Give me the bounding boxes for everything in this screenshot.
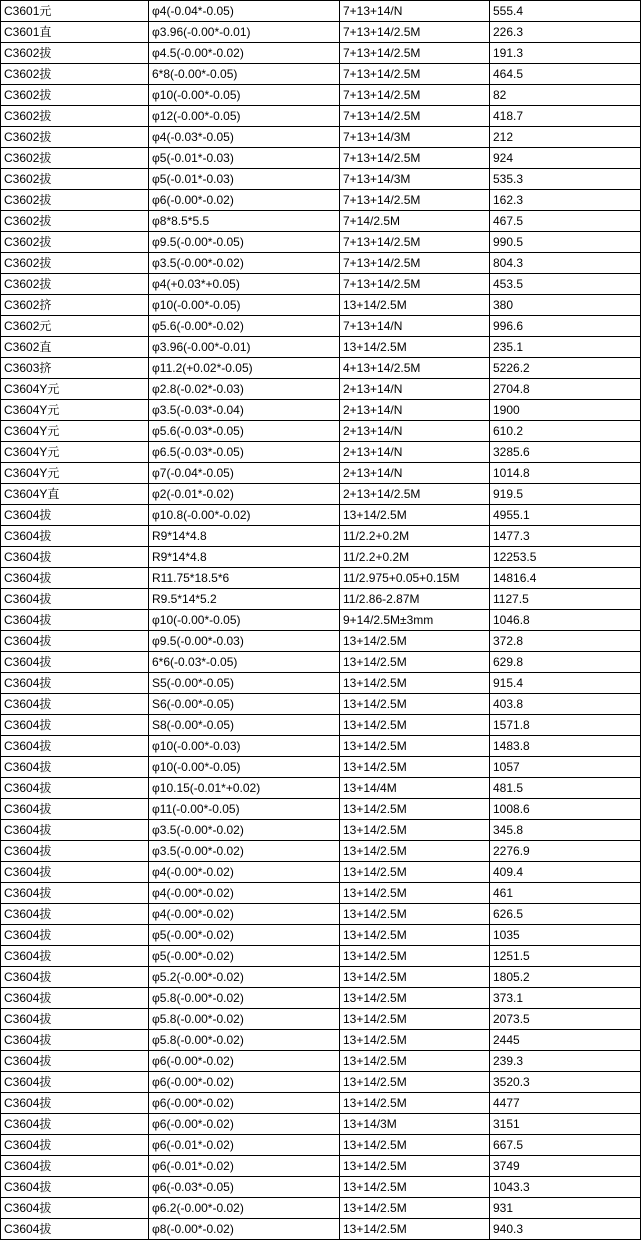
grade-cell[interactable]: C3604拔 <box>1 1051 149 1072</box>
table-row <box>1 841 641 862</box>
table-row <box>1 568 641 589</box>
grade-cell[interactable]: C3604拔 <box>1 778 149 799</box>
weight-cell[interactable]: 919.5 <box>490 484 641 505</box>
spec-cell[interactable]: φ10(-0.00*-0.05) <box>149 295 340 316</box>
weight-cell[interactable]: 1057 <box>490 757 641 778</box>
spec-cell[interactable]: φ3.5(-0.00*-0.02) <box>149 841 340 862</box>
grade-cell[interactable]: C3604拔 <box>1 568 149 589</box>
grade-cell[interactable]: C3602拔 <box>1 148 149 169</box>
table-row <box>1 232 641 253</box>
spec-cell[interactable]: φ10(-0.00*-0.05) <box>149 757 340 778</box>
weight-cell[interactable]: 1571.8 <box>490 715 641 736</box>
spec-cell[interactable]: φ6(-0.00*-0.02) <box>149 1072 340 1093</box>
process-cell[interactable]: 11/2.975+0.05+0.15M <box>340 568 490 589</box>
spec-cell[interactable]: φ10(-0.00*-0.05) <box>149 610 340 631</box>
table-row <box>1 988 641 1009</box>
process-cell[interactable]: 7+13+14/2.5M <box>340 190 490 211</box>
grade-cell[interactable]: C3602拔 <box>1 211 149 232</box>
spec-cell[interactable]: φ5(-0.01*-0.03) <box>149 169 340 190</box>
weight-cell[interactable]: 345.8 <box>490 820 641 841</box>
spec-cell[interactable]: φ5.6(-0.00*-0.02) <box>149 316 340 337</box>
weight-cell[interactable]: 3749 <box>490 1156 641 1177</box>
process-cell[interactable]: 13+14/2.5M <box>340 757 490 778</box>
weight-cell[interactable]: 1035 <box>490 925 641 946</box>
table-row <box>1 22 641 43</box>
weight-cell[interactable]: 667.5 <box>490 1135 641 1156</box>
spec-cell[interactable]: 6*6(-0.03*-0.05) <box>149 652 340 673</box>
process-cell[interactable]: 2+13+14/N <box>340 379 490 400</box>
spec-cell[interactable]: R9*14*4.8 <box>149 526 340 547</box>
process-cell[interactable]: 13+14/2.5M <box>340 1135 490 1156</box>
grade-cell[interactable]: C3604拔 <box>1 694 149 715</box>
process-cell[interactable]: 13+14/2.5M <box>340 673 490 694</box>
spec-cell[interactable]: 6*8(-0.00*-0.05) <box>149 64 340 85</box>
table-row <box>1 85 641 106</box>
process-cell[interactable]: 13+14/2.5M <box>340 883 490 904</box>
spec-cell[interactable]: φ6(-0.00*-0.02) <box>149 1093 340 1114</box>
table-row <box>1 253 641 274</box>
weight-cell[interactable]: 481.5 <box>490 778 641 799</box>
process-cell[interactable]: 13+14/2.5M <box>340 631 490 652</box>
spec-cell[interactable]: φ4(-0.00*-0.02) <box>149 883 340 904</box>
weight-cell[interactable]: 996.6 <box>490 316 641 337</box>
spec-cell[interactable]: φ11(-0.00*-0.05) <box>149 799 340 820</box>
table-row <box>1 736 641 757</box>
grade-cell[interactable]: C3604拔 <box>1 1114 149 1135</box>
table-row <box>1 652 641 673</box>
spec-cell[interactable]: φ6(-0.00*-0.02) <box>149 1114 340 1135</box>
weight-cell[interactable]: 372.8 <box>490 631 641 652</box>
table-row <box>1 1051 641 1072</box>
process-cell[interactable]: 7+13+14/2.5M <box>340 232 490 253</box>
process-cell[interactable]: 13+14/2.5M <box>340 1051 490 1072</box>
grade-cell[interactable]: C3604拔 <box>1 526 149 547</box>
grade-cell[interactable]: C3602拔 <box>1 232 149 253</box>
weight-cell[interactable]: 4955.1 <box>490 505 641 526</box>
process-cell[interactable]: 7+13+14/2.5M <box>340 274 490 295</box>
weight-cell[interactable]: 1014.8 <box>490 463 641 484</box>
table-row <box>1 610 641 631</box>
process-cell[interactable]: 13+14/2.5M <box>340 1198 490 1219</box>
process-cell[interactable]: 13+14/2.5M <box>340 946 490 967</box>
table-row <box>1 967 641 988</box>
grade-cell[interactable]: C3604Y元 <box>1 379 149 400</box>
weight-cell[interactable]: 239.3 <box>490 1051 641 1072</box>
weight-cell[interactable]: 804.3 <box>490 253 641 274</box>
table-row <box>1 925 641 946</box>
grade-cell[interactable]: C3602拔 <box>1 85 149 106</box>
grade-cell[interactable]: C3604拔 <box>1 820 149 841</box>
grade-cell[interactable]: C3604拔 <box>1 925 149 946</box>
weight-cell[interactable]: 555.4 <box>490 1 641 22</box>
spec-cell[interactable]: φ12(-0.00*-0.05) <box>149 106 340 127</box>
process-cell[interactable]: 13+14/2.5M <box>340 694 490 715</box>
process-cell[interactable]: 13+14/2.5M <box>340 736 490 757</box>
grade-cell[interactable]: C3604拔 <box>1 967 149 988</box>
table-row <box>1 148 641 169</box>
grade-cell[interactable]: C3604拔 <box>1 673 149 694</box>
weight-cell[interactable]: 2276.9 <box>490 841 641 862</box>
table-row <box>1 64 641 85</box>
process-cell[interactable]: 11/2.86-2.87M <box>340 589 490 610</box>
process-cell[interactable]: 7+13+14/2.5M <box>340 253 490 274</box>
weight-cell[interactable]: 14816.4 <box>490 568 641 589</box>
table-row <box>1 169 641 190</box>
spec-cell[interactable]: φ6(-0.03*-0.05) <box>149 1177 340 1198</box>
spec-cell[interactable]: φ6(-0.01*-0.02) <box>149 1156 340 1177</box>
weight-cell[interactable]: 2073.5 <box>490 1009 641 1030</box>
spec-cell[interactable]: φ6(-0.00*-0.02) <box>149 1051 340 1072</box>
table-row <box>1 316 641 337</box>
grade-cell[interactable]: C3602拔 <box>1 64 149 85</box>
spec-cell[interactable]: φ5.2(-0.00*-0.02) <box>149 967 340 988</box>
weight-cell[interactable]: 1008.6 <box>490 799 641 820</box>
table-row <box>1 694 641 715</box>
grade-cell[interactable]: C3604拔 <box>1 1198 149 1219</box>
grade-cell[interactable]: C3604拔 <box>1 841 149 862</box>
spec-cell[interactable]: φ2.8(-0.02*-0.03) <box>149 379 340 400</box>
process-cell[interactable]: 13+14/2.5M <box>340 1009 490 1030</box>
spec-cell[interactable]: φ9.5(-0.00*-0.03) <box>149 631 340 652</box>
spec-cell[interactable]: φ4(-0.04*-0.05) <box>149 1 340 22</box>
process-cell[interactable]: 13+14/2.5M <box>340 967 490 988</box>
weight-cell[interactable]: 626.5 <box>490 904 641 925</box>
weight-cell[interactable]: 373.1 <box>490 988 641 1009</box>
weight-cell[interactable]: 5226.2 <box>490 358 641 379</box>
process-cell[interactable]: 7+13+14/2.5M <box>340 43 490 64</box>
spec-cell[interactable]: φ3.96(-0.00*-0.01) <box>149 337 340 358</box>
grade-cell[interactable]: C3602元 <box>1 316 149 337</box>
table-row <box>1 274 641 295</box>
weight-cell[interactable]: 212 <box>490 127 641 148</box>
table-row <box>1 1198 641 1219</box>
table-row <box>1 43 641 64</box>
table-row <box>1 547 641 568</box>
grade-cell[interactable]: C3604拔 <box>1 547 149 568</box>
spec-cell[interactable]: φ11.2(+0.02*-0.05) <box>149 358 340 379</box>
weight-cell[interactable]: 226.3 <box>490 22 641 43</box>
table-row <box>1 337 641 358</box>
grade-cell[interactable]: C3604拔 <box>1 1093 149 1114</box>
grade-cell[interactable]: C3604Y元 <box>1 400 149 421</box>
weight-cell[interactable]: 3285.6 <box>490 442 641 463</box>
process-cell[interactable]: 7+13+14/2.5M <box>340 85 490 106</box>
weight-cell[interactable]: 235.1 <box>490 337 641 358</box>
table-row <box>1 106 641 127</box>
table-row <box>1 1219 641 1240</box>
table-row <box>1 778 641 799</box>
table-row <box>1 1030 641 1051</box>
table-row <box>1 484 641 505</box>
grade-cell[interactable]: C3604拔 <box>1 1177 149 1198</box>
grade-cell[interactable]: C3604拔 <box>1 904 149 925</box>
table-row <box>1 211 641 232</box>
grade-cell[interactable]: C3602挤 <box>1 295 149 316</box>
spec-cell[interactable]: φ3.5(-0.00*-0.02) <box>149 820 340 841</box>
process-cell[interactable]: 13+14/2.5M <box>340 1072 490 1093</box>
grade-cell[interactable]: C3601直 <box>1 22 149 43</box>
spec-cell[interactable]: φ6.2(-0.00*-0.02) <box>149 1198 340 1219</box>
grade-cell[interactable]: C3604拔 <box>1 988 149 1009</box>
grade-cell[interactable]: C3602拔 <box>1 274 149 295</box>
spec-cell[interactable]: φ3.5(-0.00*-0.02) <box>149 253 340 274</box>
process-cell[interactable]: 7+13+14/2.5M <box>340 106 490 127</box>
spec-cell[interactable]: φ8(-0.00*-0.02) <box>149 1219 340 1240</box>
process-cell[interactable]: 7+13+14/N <box>340 1 490 22</box>
table-row <box>1 946 641 967</box>
process-cell[interactable]: 7+13+14/2.5M <box>340 64 490 85</box>
grade-cell[interactable]: C3604Y直 <box>1 484 149 505</box>
spec-cell[interactable]: φ6(-0.00*-0.02) <box>149 190 340 211</box>
table-row <box>1 1072 641 1093</box>
spec-cell[interactable]: φ5(-0.00*-0.02) <box>149 946 340 967</box>
grade-cell[interactable]: C3602直 <box>1 337 149 358</box>
grade-cell[interactable]: C3604拔 <box>1 652 149 673</box>
grade-cell[interactable]: C3604拔 <box>1 589 149 610</box>
weight-cell[interactable]: 2445 <box>490 1030 641 1051</box>
spec-cell[interactable]: S6(-0.00*-0.05) <box>149 694 340 715</box>
process-cell[interactable]: 13+14/2.5M <box>340 505 490 526</box>
process-cell[interactable]: 7+13+14/3M <box>340 127 490 148</box>
grade-cell[interactable]: C3604拔 <box>1 1072 149 1093</box>
spec-cell[interactable]: φ10(-0.00*-0.03) <box>149 736 340 757</box>
process-cell[interactable]: 13+14/2.5M <box>340 799 490 820</box>
process-cell[interactable]: 13+14/2.5M <box>340 1093 490 1114</box>
weight-cell[interactable]: 461 <box>490 883 641 904</box>
spec-cell[interactable]: φ5.8(-0.00*-0.02) <box>149 988 340 1009</box>
process-cell[interactable]: 7+13+14/2.5M <box>340 148 490 169</box>
grade-cell[interactable]: C3604拔 <box>1 862 149 883</box>
grade-cell[interactable]: C3602拔 <box>1 169 149 190</box>
grade-cell[interactable]: C3604拔 <box>1 610 149 631</box>
weight-cell[interactable]: 535.3 <box>490 169 641 190</box>
table-row <box>1 379 641 400</box>
weight-cell[interactable]: 403.8 <box>490 694 641 715</box>
grade-cell[interactable]: C3602拔 <box>1 106 149 127</box>
table-row <box>1 358 641 379</box>
spec-cell[interactable]: φ10.15(-0.01*+0.02) <box>149 778 340 799</box>
weight-cell[interactable]: 1483.8 <box>490 736 641 757</box>
process-cell[interactable]: 13+14/2.5M <box>340 1156 490 1177</box>
grade-cell[interactable]: C3602拔 <box>1 43 149 64</box>
table-row <box>1 631 641 652</box>
process-cell[interactable]: 13+14/2.5M <box>340 820 490 841</box>
weight-cell[interactable]: 1477.3 <box>490 526 641 547</box>
spec-cell[interactable]: R9*14*4.8 <box>149 547 340 568</box>
weight-cell[interactable]: 1900 <box>490 400 641 421</box>
process-cell[interactable]: 13+14/2.5M <box>340 1177 490 1198</box>
process-cell[interactable]: 13+14/2.5M <box>340 337 490 358</box>
spec-cell[interactable]: φ5(-0.00*-0.02) <box>149 925 340 946</box>
grade-cell[interactable]: C3604Y元 <box>1 421 149 442</box>
spec-cell[interactable]: φ2(-0.01*-0.02) <box>149 484 340 505</box>
spec-cell[interactable]: φ4(-0.00*-0.02) <box>149 862 340 883</box>
process-cell[interactable]: 13+14/2.5M <box>340 904 490 925</box>
spec-cell[interactable]: φ4.5(-0.00*-0.02) <box>149 43 340 64</box>
grade-cell[interactable]: C3604拔 <box>1 505 149 526</box>
grade-cell[interactable]: C3604拔 <box>1 946 149 967</box>
table-row <box>1 1 641 22</box>
weight-cell[interactable]: 3520.3 <box>490 1072 641 1093</box>
table-row <box>1 295 641 316</box>
weight-cell[interactable]: 610.2 <box>490 421 641 442</box>
weight-cell[interactable]: 1127.5 <box>490 589 641 610</box>
spec-cell[interactable]: φ7(-0.04*-0.05) <box>149 463 340 484</box>
spec-cell[interactable]: φ4(-0.00*-0.02) <box>149 904 340 925</box>
spec-cell[interactable]: φ6(-0.01*-0.02) <box>149 1135 340 1156</box>
spec-cell[interactable]: R11.75*18.5*6 <box>149 568 340 589</box>
spec-cell[interactable]: φ5(-0.01*-0.03) <box>149 148 340 169</box>
grade-cell[interactable]: C3604拔 <box>1 631 149 652</box>
table-row <box>1 442 641 463</box>
table-row <box>1 1156 641 1177</box>
table-row <box>1 127 641 148</box>
weight-cell[interactable]: 4477 <box>490 1093 641 1114</box>
weight-cell[interactable]: 191.3 <box>490 43 641 64</box>
table-row <box>1 715 641 736</box>
process-cell[interactable]: 13+14/2.5M <box>340 841 490 862</box>
weight-cell[interactable]: 940.3 <box>490 1219 641 1240</box>
grade-cell[interactable]: C3604拔 <box>1 1009 149 1030</box>
table-row <box>1 589 641 610</box>
spec-cell[interactable]: S5(-0.00*-0.05) <box>149 673 340 694</box>
spec-cell[interactable]: φ9.5(-0.00*-0.05) <box>149 232 340 253</box>
process-cell[interactable]: 13+14/2.5M <box>340 652 490 673</box>
process-cell[interactable]: 13+14/2.5M <box>340 925 490 946</box>
grade-cell[interactable]: C3603挤 <box>1 358 149 379</box>
weight-cell[interactable]: 453.5 <box>490 274 641 295</box>
process-cell[interactable]: 7+13+14/2.5M <box>340 22 490 43</box>
process-cell[interactable]: 13+14/3M <box>340 1114 490 1135</box>
spec-cell[interactable]: φ4(-0.03*-0.05) <box>149 127 340 148</box>
spec-cell[interactable]: φ10.8(-0.00*-0.02) <box>149 505 340 526</box>
process-cell[interactable]: 11/2.2+0.2M <box>340 547 490 568</box>
weight-cell[interactable]: 931 <box>490 1198 641 1219</box>
process-cell[interactable]: 11/2.2+0.2M <box>340 526 490 547</box>
table-row <box>1 505 641 526</box>
process-cell[interactable]: 13+14/4M <box>340 778 490 799</box>
process-cell[interactable]: 7+14/2.5M <box>340 211 490 232</box>
process-cell[interactable]: 2+13+14/N <box>340 442 490 463</box>
process-cell[interactable]: 7+13+14/N <box>340 316 490 337</box>
process-cell[interactable]: 13+14/2.5M <box>340 715 490 736</box>
grade-cell[interactable]: C3604拔 <box>1 1156 149 1177</box>
weight-cell[interactable]: 162.3 <box>490 190 641 211</box>
grade-cell[interactable]: C3604拔 <box>1 1135 149 1156</box>
grade-cell[interactable]: C3604拔 <box>1 799 149 820</box>
table-row <box>1 400 641 421</box>
process-cell[interactable]: 2+13+14/N <box>340 421 490 442</box>
table-row <box>1 1114 641 1135</box>
spec-cell[interactable]: φ8*8.5*5.5 <box>149 211 340 232</box>
weight-cell[interactable]: 409.4 <box>490 862 641 883</box>
weight-cell[interactable]: 1043.3 <box>490 1177 641 1198</box>
weight-cell[interactable]: 418.7 <box>490 106 641 127</box>
spec-cell[interactable]: φ4(+0.03*+0.05) <box>149 274 340 295</box>
spec-cell[interactable]: φ5.8(-0.00*-0.02) <box>149 1009 340 1030</box>
grade-cell[interactable]: C3604拔 <box>1 1219 149 1240</box>
weight-cell[interactable]: 3151 <box>490 1114 641 1135</box>
weight-cell[interactable]: 990.5 <box>490 232 641 253</box>
spec-cell[interactable]: S8(-0.00*-0.05) <box>149 715 340 736</box>
table-row <box>1 421 641 442</box>
weight-cell[interactable]: 82 <box>490 85 641 106</box>
weight-cell[interactable]: 1046.8 <box>490 610 641 631</box>
weight-cell[interactable]: 2704.8 <box>490 379 641 400</box>
process-cell[interactable]: 2+13+14/2.5M <box>340 484 490 505</box>
weight-cell[interactable]: 467.5 <box>490 211 641 232</box>
spec-cell[interactable]: φ5.8(-0.00*-0.02) <box>149 1030 340 1051</box>
spec-cell[interactable]: φ3.96(-0.00*-0.01) <box>149 22 340 43</box>
spec-cell[interactable]: φ10(-0.00*-0.05) <box>149 85 340 106</box>
table-row <box>1 673 641 694</box>
table-row <box>1 1009 641 1030</box>
process-cell[interactable]: 13+14/2.5M <box>340 862 490 883</box>
process-cell[interactable]: 13+14/2.5M <box>340 295 490 316</box>
process-cell[interactable]: 4+13+14/2.5M <box>340 358 490 379</box>
table-row <box>1 904 641 925</box>
process-cell[interactable]: 9+14/2.5M±3mm <box>340 610 490 631</box>
weight-cell[interactable]: 1805.2 <box>490 967 641 988</box>
table-row <box>1 1135 641 1156</box>
process-cell[interactable]: 13+14/2.5M <box>340 988 490 1009</box>
table-row <box>1 1093 641 1114</box>
grade-cell[interactable]: C3602拔 <box>1 253 149 274</box>
grade-cell[interactable]: C3604Y元 <box>1 463 149 484</box>
weight-cell[interactable]: 629.8 <box>490 652 641 673</box>
process-cell[interactable]: 13+14/2.5M <box>340 1219 490 1240</box>
process-cell[interactable]: 2+13+14/N <box>340 400 490 421</box>
grade-cell[interactable]: C3602拔 <box>1 127 149 148</box>
weight-cell[interactable]: 464.5 <box>490 64 641 85</box>
weight-cell[interactable]: 1251.5 <box>490 946 641 967</box>
grade-cell[interactable]: C3604拔 <box>1 1030 149 1051</box>
table-row <box>1 1177 641 1198</box>
weight-cell[interactable]: 924 <box>490 148 641 169</box>
table-row <box>1 526 641 547</box>
weight-cell[interactable]: 12253.5 <box>490 547 641 568</box>
table-row <box>1 820 641 841</box>
spec-cell[interactable]: φ5.6(-0.03*-0.05) <box>149 421 340 442</box>
table-row <box>1 862 641 883</box>
grade-cell[interactable]: C3604拔 <box>1 757 149 778</box>
weight-cell[interactable]: 380 <box>490 295 641 316</box>
table-body <box>1 1 641 1240</box>
spec-cell[interactable]: φ6.5(-0.03*-0.05) <box>149 442 340 463</box>
grade-cell[interactable]: C3604拔 <box>1 736 149 757</box>
table-row <box>1 883 641 904</box>
grade-cell[interactable]: C3604拔 <box>1 883 149 904</box>
spec-cell[interactable]: R9.5*14*5.2 <box>149 589 340 610</box>
spec-cell[interactable]: φ3.5(-0.03*-0.04) <box>149 400 340 421</box>
grade-cell[interactable]: C3601元 <box>1 1 149 22</box>
process-cell[interactable]: 13+14/2.5M <box>340 1030 490 1051</box>
table-row <box>1 463 641 484</box>
weight-cell[interactable]: 915.4 <box>490 673 641 694</box>
grade-cell[interactable]: C3602拔 <box>1 190 149 211</box>
table-row <box>1 757 641 778</box>
process-cell[interactable]: 7+13+14/3M <box>340 169 490 190</box>
table-row <box>1 799 641 820</box>
process-cell[interactable]: 2+13+14/N <box>340 463 490 484</box>
grade-cell[interactable]: C3604Y元 <box>1 442 149 463</box>
grade-cell[interactable]: C3604拔 <box>1 715 149 736</box>
table-row <box>1 190 641 211</box>
